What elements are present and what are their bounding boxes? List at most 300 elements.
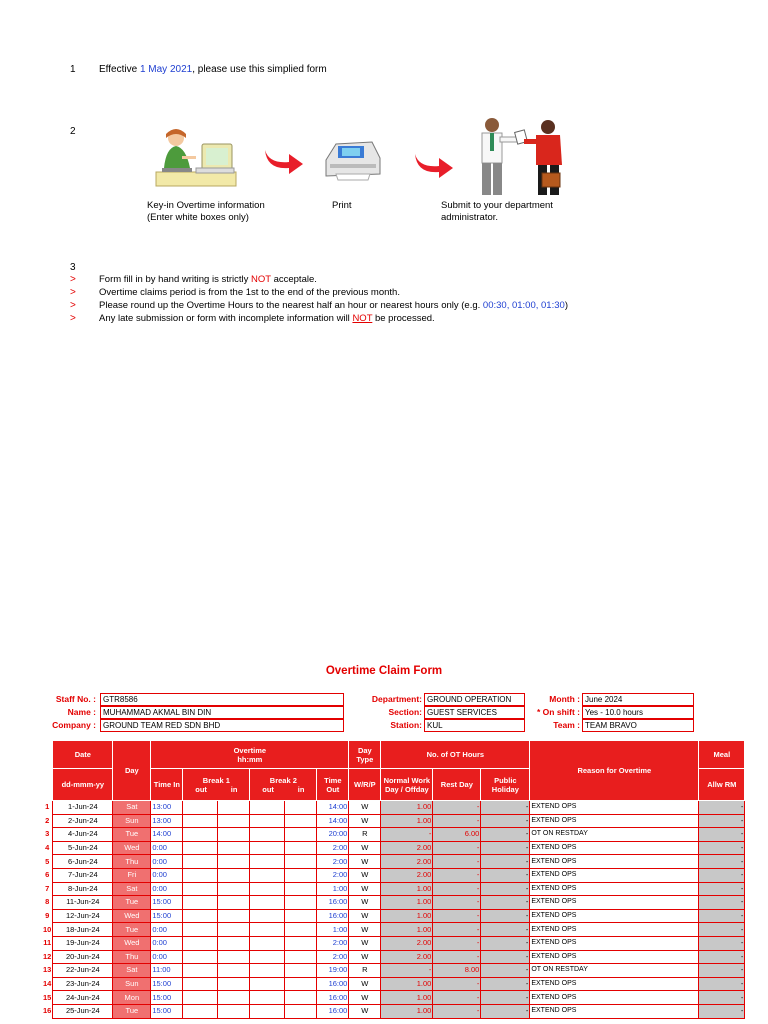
time-in-cell[interactable]: 15:00 — [151, 909, 183, 923]
meal-cell: - — [699, 977, 745, 991]
station-field[interactable]: KUL — [424, 719, 525, 732]
time-in-cell[interactable]: 15:00 — [151, 977, 183, 991]
table-row — [42, 814, 745, 828]
reason-cell[interactable]: OT ON RESTDAY — [530, 828, 699, 842]
break-2-in-cell[interactable] — [285, 801, 317, 815]
break-2-in-cell[interactable] — [285, 923, 317, 937]
step-3-caption — [441, 200, 553, 224]
public-hours-cell: - — [481, 896, 530, 910]
time-out-cell[interactable]: 1:00 — [317, 882, 349, 896]
day-type-cell[interactable]: W — [349, 923, 381, 937]
break-1-in-cell[interactable] — [218, 964, 250, 978]
reason-header: Reason for Overtime — [530, 741, 699, 801]
meal-cell: - — [699, 841, 745, 855]
day-header: Day — [113, 741, 151, 801]
time-out-cell[interactable]: 16:00 — [317, 991, 349, 1005]
meal-cell: - — [699, 814, 745, 828]
time-in-cell[interactable]: 15:00 — [151, 1004, 183, 1018]
meal-cell: - — [699, 882, 745, 896]
time-in-cell[interactable]: 13:00 — [151, 801, 183, 815]
rest-hours-cell: - — [433, 977, 481, 991]
day-type-cell[interactable]: W — [349, 801, 381, 815]
break-2-in: in — [297, 784, 305, 794]
break-1-in-cell[interactable] — [218, 991, 250, 1005]
row-number: 2 — [45, 815, 50, 825]
note-3-c: ) — [564, 300, 568, 311]
day-type-cell[interactable]: W — [349, 909, 381, 923]
day-cell: Tue — [113, 923, 151, 937]
break-2-out-cell[interactable] — [250, 828, 285, 842]
bullet-marker: > — [70, 313, 76, 324]
row-number: 11 — [43, 938, 52, 948]
break-2-out-cell[interactable] — [250, 936, 285, 950]
rest-hours-cell: - — [433, 991, 481, 1005]
time-out-cell[interactable]: 14:00 — [317, 801, 349, 815]
meal-cell: - — [699, 964, 745, 978]
break-1-in-cell[interactable] — [218, 801, 250, 815]
day-type-cell[interactable]: W — [349, 882, 381, 896]
day-cell: Wed — [113, 841, 151, 855]
staff-no-field[interactable]: GTR8586 — [100, 693, 344, 706]
reason-cell[interactable]: EXTEND OPS — [530, 868, 699, 882]
meal-cell: - — [699, 991, 745, 1005]
date-cell[interactable]: 2-Jun-24 — [53, 814, 113, 828]
rest-hours-cell: - — [433, 950, 481, 964]
table-row — [42, 896, 745, 910]
time-in-cell[interactable]: 0:00 — [151, 855, 183, 869]
rest-hours-cell: - — [433, 1004, 481, 1018]
break-1-out-cell[interactable] — [183, 909, 218, 923]
step-1-line-1: Key-in Overtime information — [147, 200, 265, 211]
break-2-in-cell[interactable] — [285, 909, 317, 923]
public-hours-cell: - — [481, 814, 530, 828]
break-1-in-cell[interactable] — [218, 896, 250, 910]
time-out-cell[interactable]: 14:00 — [317, 814, 349, 828]
break-1-in-cell[interactable] — [218, 828, 250, 842]
break-1-out-cell[interactable] — [183, 923, 218, 937]
date-header: Date — [53, 741, 113, 769]
bullet-marker: > — [70, 274, 76, 285]
department-label: Department — [371, 694, 420, 704]
rest-hours-cell: - — [433, 801, 481, 815]
break-2-in-cell[interactable] — [285, 828, 317, 842]
break-2-in-cell[interactable] — [285, 814, 317, 828]
meal-cell: - — [699, 909, 745, 923]
day-type-header: Day Type — [349, 741, 381, 769]
meal-cell: - — [699, 923, 745, 937]
table-row — [42, 936, 745, 950]
section-1-text — [99, 64, 327, 76]
handshake-submit-icon — [470, 115, 570, 200]
normal-hours-cell: 1.00 — [381, 923, 433, 937]
station-label: Station — [390, 720, 420, 730]
break-2-out-cell[interactable] — [250, 950, 285, 964]
break-2-title: Break 2 — [269, 775, 297, 785]
day-cell: Sat — [113, 801, 151, 815]
section-label: Section — [388, 707, 420, 717]
break-2-in-cell[interactable] — [285, 855, 317, 869]
reason-cell[interactable]: EXTEND OPS — [530, 882, 699, 896]
break-1-in-cell[interactable] — [218, 950, 250, 964]
company-label: Company — [52, 720, 91, 730]
date-cell[interactable]: 11-Jun-24 — [53, 896, 113, 910]
ot-hours-header: No. of OT Hours — [381, 741, 530, 769]
day-type-code-header: W/R/P — [349, 769, 381, 801]
reason-cell[interactable]: EXTEND OPS — [530, 841, 699, 855]
table-row — [42, 801, 745, 815]
person-at-computer-icon — [152, 124, 240, 192]
time-out-cell[interactable]: 16:00 — [317, 1004, 349, 1018]
break-1-in-cell[interactable] — [218, 977, 250, 991]
day-type-cell[interactable]: W — [349, 991, 381, 1005]
day-type-cell[interactable]: R — [349, 964, 381, 978]
row-number: 14 — [43, 979, 52, 989]
public-hours-cell: - — [481, 936, 530, 950]
reason-cell[interactable]: EXTEND OPS — [530, 801, 699, 815]
break-1-out-cell[interactable] — [183, 801, 218, 815]
break-1-out-cell[interactable] — [183, 977, 218, 991]
row-number: 9 — [45, 911, 50, 921]
break-2-in-cell[interactable] — [285, 868, 317, 882]
table-row — [42, 828, 745, 842]
break-2-out-cell[interactable] — [250, 1004, 285, 1018]
date-cell[interactable]: 1-Jun-24 — [53, 801, 113, 815]
day-cell: Tue — [113, 896, 151, 910]
normal-hours-cell: 1.00 — [381, 909, 433, 923]
break-1-out-cell[interactable] — [183, 882, 218, 896]
table-row — [42, 868, 745, 882]
break-2-out-cell[interactable] — [250, 814, 285, 828]
row-num-header — [42, 769, 53, 801]
rest-hours-cell: - — [433, 936, 481, 950]
normal-hours-cell: 1.00 — [381, 1004, 433, 1018]
rest-hours-cell: - — [433, 909, 481, 923]
break-2-out-cell[interactable] — [250, 909, 285, 923]
rest-hours-cell: 6.00 — [433, 828, 481, 842]
day-type-cell[interactable]: W — [349, 841, 381, 855]
normal-hours-cell: - — [381, 828, 433, 842]
rest-hours-cell: - — [433, 868, 481, 882]
break-1-out: out — [195, 784, 207, 794]
reason-cell[interactable]: EXTEND OPS — [530, 991, 699, 1005]
public-hours-cell: - — [481, 909, 530, 923]
row-number: 8 — [45, 897, 50, 907]
time-in-cell[interactable]: 0:00 — [151, 882, 183, 896]
arrow-right-icon — [413, 148, 455, 178]
step-2-caption: Print — [332, 200, 352, 211]
day-cell: Mon — [113, 991, 151, 1005]
time-in-cell[interactable]: 0:00 — [151, 950, 183, 964]
row-number: 1 — [45, 802, 50, 812]
time-out-cell[interactable]: 2:00 — [317, 868, 349, 882]
time-in-cell[interactable]: 0:00 — [151, 923, 183, 937]
table-row — [42, 964, 745, 978]
arrow-right-icon — [263, 144, 305, 174]
break-1-in-cell[interactable] — [218, 868, 250, 882]
table-row — [42, 923, 745, 937]
on-shift-label: * On shift — [537, 707, 575, 717]
normal-hours-cell: 2.00 — [381, 855, 433, 869]
break-2-in-cell[interactable] — [285, 936, 317, 950]
day-type-cell[interactable]: W — [349, 855, 381, 869]
meal-cell: - — [699, 1004, 745, 1018]
break-1-in-cell[interactable] — [218, 1004, 250, 1018]
public-hours-cell: - — [481, 828, 530, 842]
name-field[interactable]: MUHAMMAD AKMAL BIN DIN — [100, 706, 344, 719]
day-type-cell[interactable]: W — [349, 950, 381, 964]
section-1-number: 1 — [70, 64, 76, 75]
break-1-in-cell[interactable] — [218, 909, 250, 923]
break-1-in-cell[interactable] — [218, 855, 250, 869]
team-field[interactable]: TEAM BRAVO — [582, 719, 694, 732]
break-1-in-cell[interactable] — [218, 936, 250, 950]
break-1-title: Break 1 — [202, 775, 230, 785]
day-cell: Thu — [113, 950, 151, 964]
reason-cell[interactable]: EXTEND OPS — [530, 950, 699, 964]
note-1 — [99, 274, 317, 285]
break-1-in-cell[interactable] — [218, 923, 250, 937]
break-2-out-cell[interactable] — [250, 896, 285, 910]
time-out-cell[interactable]: 16:00 — [317, 909, 349, 923]
row-number: 6 — [45, 870, 50, 880]
date-cell[interactable]: 7-Jun-24 — [53, 868, 113, 882]
reason-cell[interactable]: EXTEND OPS — [530, 896, 699, 910]
reason-cell[interactable]: EXTEND OPS — [530, 977, 699, 991]
note-4-c: be processed. — [372, 313, 435, 324]
day-cell: Wed — [113, 936, 151, 950]
rest-hours-cell: - — [433, 855, 481, 869]
time-in-cell[interactable]: 0:00 — [151, 841, 183, 855]
date-cell[interactable]: 6-Jun-24 — [53, 855, 113, 869]
break-2-out-cell[interactable] — [250, 991, 285, 1005]
time-in-cell[interactable]: 15:00 — [151, 991, 183, 1005]
break-1-out-cell[interactable] — [183, 936, 218, 950]
team-label: Team — [553, 720, 575, 730]
time-in-cell[interactable]: 15:00 — [151, 896, 183, 910]
break-1-header — [183, 769, 250, 801]
note-1-a: Form fill in by hand writing is strictly — [99, 274, 252, 285]
reason-cell[interactable]: EXTEND OPS — [530, 923, 699, 937]
row-number: 16 — [43, 1006, 52, 1016]
meal-cell: - — [699, 855, 745, 869]
time-in-cell[interactable]: 11:00 — [151, 964, 183, 978]
reason-cell[interactable]: EXTEND OPS — [530, 909, 699, 923]
rest-hours-cell: - — [433, 882, 481, 896]
break-2-out-cell[interactable] — [250, 882, 285, 896]
table-row — [42, 841, 745, 855]
department-field[interactable]: GROUND OPERATION — [424, 693, 525, 706]
break-2-in-cell[interactable] — [285, 841, 317, 855]
section-field[interactable]: GUEST SERVICES — [424, 706, 525, 719]
normal-hours-cell: 1.00 — [381, 882, 433, 896]
normal-hours-cell: 2.00 — [381, 841, 433, 855]
public-holiday-header: Public Holiday — [481, 769, 530, 801]
time-in-cell[interactable]: 13:00 — [151, 814, 183, 828]
meal-cell: - — [699, 828, 745, 842]
date-cell[interactable]: 5-Jun-24 — [53, 841, 113, 855]
day-type-cell[interactable]: R — [349, 828, 381, 842]
break-2-out-cell[interactable] — [250, 977, 285, 991]
time-in-cell[interactable]: 14:00 — [151, 828, 183, 842]
note-1-emph: NOT — [251, 274, 271, 285]
row-number: 13 — [43, 965, 52, 975]
step-1-caption — [147, 200, 265, 224]
break-1-out-cell[interactable] — [183, 868, 218, 882]
break-1-in-cell[interactable] — [218, 841, 250, 855]
rest-day-header: Rest Day — [433, 769, 481, 801]
overtime-title: Overtime — [233, 745, 267, 755]
date-cell[interactable]: 19-Jun-24 — [53, 936, 113, 950]
break-1-out-cell[interactable] — [183, 896, 218, 910]
day-type-cell[interactable]: W — [349, 868, 381, 882]
date-format-header: dd-mmm-yy — [53, 769, 113, 801]
meal-cell: - — [699, 801, 745, 815]
row-number: 15 — [43, 992, 52, 1002]
break-2-in-cell[interactable] — [285, 977, 317, 991]
time-out-cell[interactable]: 19:00 — [317, 964, 349, 978]
time-out-cell[interactable]: 2:00 — [317, 936, 349, 950]
printer-icon — [322, 134, 384, 182]
date-cell[interactable]: 25-Jun-24 — [53, 1004, 113, 1018]
note-2: Overtime claims period is from the 1st to the end of the previous month. — [99, 287, 400, 298]
day-type-cell[interactable]: W — [349, 936, 381, 950]
break-1-out-cell[interactable] — [183, 1004, 218, 1018]
time-out-cell[interactable]: 1:00 — [317, 923, 349, 937]
date-cell[interactable]: 4-Jun-24 — [53, 828, 113, 842]
break-1-in: in — [230, 784, 238, 794]
public-hours-cell: - — [481, 855, 530, 869]
normal-hours-cell: 2.00 — [381, 950, 433, 964]
time-in-cell[interactable]: 0:00 — [151, 868, 183, 882]
break-2-out-cell[interactable] — [250, 801, 285, 815]
reason-cell[interactable]: EXTEND OPS — [530, 855, 699, 869]
time-out-cell[interactable]: 2:00 — [317, 841, 349, 855]
normal-day-header: Normal Work Day / Offday — [381, 769, 433, 801]
day-cell: Tue — [113, 1004, 151, 1018]
table-row — [42, 909, 745, 923]
normal-hours-cell: 1.00 — [381, 896, 433, 910]
table-row — [42, 950, 745, 964]
on-shift-field[interactable]: Yes - 10.0 hours — [582, 706, 694, 719]
break-1-out-cell[interactable] — [183, 828, 218, 842]
time-out-cell[interactable]: 20:00 — [317, 828, 349, 842]
reason-cell[interactable]: EXTEND OPS — [530, 1004, 699, 1018]
note-4-emph: NOT — [352, 313, 373, 324]
break-2-out-cell[interactable] — [250, 841, 285, 855]
rest-hours-cell: - — [433, 841, 481, 855]
note-3-a: Please round up the Overtime Hours to the nearest half an hour or nearest hours only (e.g. — [99, 300, 483, 311]
break-2-in-cell[interactable] — [285, 991, 317, 1005]
public-hours-cell: - — [481, 950, 530, 964]
break-2-out-cell[interactable] — [250, 923, 285, 937]
normal-hours-cell: 1.00 — [381, 991, 433, 1005]
public-hours-cell: - — [481, 977, 530, 991]
company-field[interactable]: GROUND TEAM RED SDN BHD — [100, 719, 344, 732]
break-1-in-cell[interactable] — [218, 882, 250, 896]
break-1-out-cell[interactable] — [183, 855, 218, 869]
break-2-in-cell[interactable] — [285, 1004, 317, 1018]
note-4 — [99, 313, 435, 324]
rest-hours-cell: - — [433, 814, 481, 828]
note-3-examples: 00:30, 01:00, 01:30 — [482, 300, 565, 311]
effective-date: 1 May 2021 — [139, 64, 193, 75]
reason-cell[interactable]: EXTEND OPS — [530, 814, 699, 828]
meal-cell: - — [699, 936, 745, 950]
date-cell[interactable]: 8-Jun-24 — [53, 882, 113, 896]
break-1-out-cell[interactable] — [183, 814, 218, 828]
date-cell[interactable]: 24-Jun-24 — [53, 991, 113, 1005]
reason-cell[interactable]: OT ON RESTDAY — [530, 964, 699, 978]
break-2-in-cell[interactable] — [285, 882, 317, 896]
break-1-out-cell[interactable] — [183, 841, 218, 855]
time-out-cell[interactable]: 16:00 — [317, 896, 349, 910]
day-cell: Wed — [113, 909, 151, 923]
break-2-out-cell[interactable] — [250, 868, 285, 882]
time-out-cell[interactable]: 2:00 — [317, 855, 349, 869]
break-2-in-cell[interactable] — [285, 964, 317, 978]
time-out-cell[interactable]: 2:00 — [317, 950, 349, 964]
date-cell[interactable]: 12-Jun-24 — [53, 909, 113, 923]
day-type-cell[interactable]: W — [349, 896, 381, 910]
break-1-out-cell[interactable] — [183, 950, 218, 964]
row-number: 10 — [43, 924, 52, 934]
break-1-out-cell[interactable] — [183, 964, 218, 978]
break-1-out-cell[interactable] — [183, 991, 218, 1005]
overtime-header — [151, 741, 349, 769]
date-cell[interactable]: 20-Jun-24 — [53, 950, 113, 964]
date-cell[interactable]: 23-Jun-24 — [53, 977, 113, 991]
time-out-cell[interactable]: 16:00 — [317, 977, 349, 991]
date-cell[interactable]: 18-Jun-24 — [53, 923, 113, 937]
staff-no-label: Staff No. — [55, 694, 91, 704]
public-hours-cell: - — [481, 868, 530, 882]
date-cell[interactable]: 22-Jun-24 — [53, 964, 113, 978]
normal-hours-cell: - — [381, 964, 433, 978]
break-2-in-cell[interactable] — [285, 950, 317, 964]
normal-hours-cell: 1.00 — [381, 801, 433, 815]
effective-suffix: , please use this simplied form — [192, 64, 327, 75]
public-hours-cell: - — [481, 841, 530, 855]
day-type-cell[interactable]: W — [349, 814, 381, 828]
day-cell: Tue — [113, 828, 151, 842]
break-1-in-cell[interactable] — [218, 814, 250, 828]
public-hours-cell: - — [481, 964, 530, 978]
row-number: 7 — [45, 883, 50, 893]
month-field[interactable]: June 2024 — [582, 693, 694, 706]
note-3 — [99, 300, 568, 311]
step-3-line-2: administrator. — [441, 212, 499, 223]
reason-cell[interactable]: EXTEND OPS — [530, 936, 699, 950]
day-type-cell[interactable]: W — [349, 1004, 381, 1018]
break-2-in-cell[interactable] — [285, 896, 317, 910]
table-row — [42, 1004, 745, 1018]
day-cell: Sun — [113, 814, 151, 828]
day-type-cell[interactable]: W — [349, 977, 381, 991]
day-cell: Fri — [113, 868, 151, 882]
time-in-cell[interactable]: 0:00 — [151, 936, 183, 950]
meal-cell: - — [699, 896, 745, 910]
public-hours-cell: - — [481, 801, 530, 815]
break-2-out-cell[interactable] — [250, 855, 285, 869]
name-label: Name — [67, 707, 91, 717]
row-number: 5 — [45, 856, 50, 866]
break-2-out-cell[interactable] — [250, 964, 285, 978]
bullet-marker: > — [70, 300, 76, 311]
rest-hours-cell: - — [433, 923, 481, 937]
row-number: 3 — [45, 829, 50, 839]
public-hours-cell: - — [481, 923, 530, 937]
time-in-header: Time In — [151, 769, 183, 801]
